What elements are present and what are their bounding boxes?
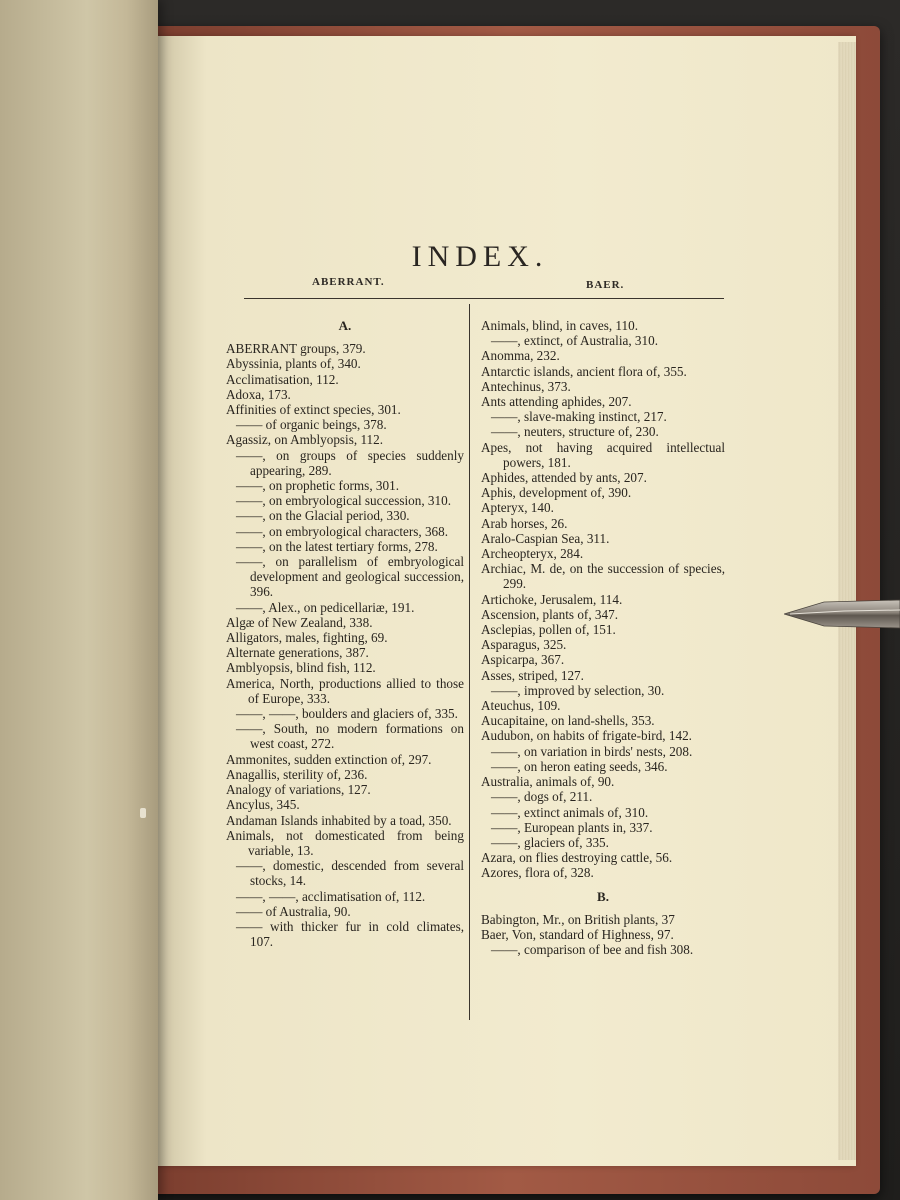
index-entry: Australia, animals of, 90.	[481, 774, 615, 790]
index-entry: Aucapitaine, on land-shells, 353.	[481, 713, 655, 729]
index-entry: Baer, Von, standard of Highness, 97.	[481, 926, 674, 942]
index-subentry: ——, extinct, of Australia, 310.	[491, 333, 659, 349]
index-entry: Aralo-Caspian Sea, 311.	[481, 530, 610, 546]
index-subentry: ——, improved by selection, 30.	[491, 682, 665, 698]
index-entry: Abyssinia, plants of, 340.	[226, 356, 361, 372]
index-subentry: ——, comparison of bee and fish 308.	[491, 942, 694, 958]
index-entry: Asparagus, 325.	[481, 637, 567, 653]
index-subentry: ——, on variation in birds' nests, 208.	[491, 743, 693, 759]
index-entry: Apteryx, 140.	[481, 500, 554, 516]
index-column-right	[481, 318, 725, 957]
index-entry: Asses, striped, 127.	[481, 667, 584, 683]
index-subentry: ——, on embryological characters, 368.	[236, 523, 449, 539]
index-subentry: ——, Alex., on pedicellariæ, 191.	[236, 599, 415, 615]
index-subentry: ——, dogs of, 211.	[491, 789, 593, 805]
index-subentry: ——, ——, acclimatisation of, 112.	[236, 888, 426, 904]
index-entry: Artichoke, Jerusalem, 114.	[481, 591, 623, 607]
index-entry: Ateuchus, 109.	[481, 698, 561, 714]
index-subentry: ——, on groups of species suddenly appearing, 289.	[236, 447, 464, 478]
bookmark-pointer	[784, 596, 900, 632]
running-head-right: BAER.	[586, 279, 625, 291]
index-subentry: ——, South, no modern formations on west coast, 272.	[236, 721, 464, 752]
index-entry: Adoxa, 173.	[226, 386, 291, 402]
binding-thread	[140, 808, 146, 818]
index-entry: Aphides, attended by ants, 207.	[481, 470, 647, 486]
index-entry: Ants attending aphides, 207.	[481, 394, 632, 410]
index-entry: Andaman Islands inhabited by a toad, 350.	[226, 812, 452, 828]
running-head-left: ABERRANT.	[312, 276, 385, 288]
index-entry: Aspicarpa, 367.	[481, 652, 565, 668]
index-entry: Anomma, 232.	[481, 348, 560, 364]
index-entry: Ancylus, 345.	[226, 797, 300, 813]
index-entry: Anagallis, sterility of, 236.	[226, 766, 368, 782]
left-page	[0, 0, 158, 1200]
index-subentry: ——, domestic, descended from several stocks, 14.	[236, 858, 464, 889]
header-rule	[244, 298, 724, 299]
index-subentry: ——, extinct animals of, 310.	[491, 804, 649, 820]
index-subentry: ——, neuters, structure of, 230.	[491, 424, 659, 440]
index-subentry: ——, European plants in, 337.	[491, 819, 653, 835]
index-entry: Analogy of variations, 127.	[226, 782, 371, 798]
index-subentry: —— of Australia, 90.	[236, 903, 351, 919]
index-subentry: ——, glaciers of, 335.	[491, 834, 609, 850]
index-subentry: —— with thicker fur in cold climates, 107.	[236, 918, 464, 950]
index-entry: Ammonites, sudden extinction of, 297.	[226, 751, 432, 767]
index-entry: Affinities of extinct species, 301.	[226, 402, 401, 418]
index-entry: Antarctic islands, ancient flora of, 355.	[481, 363, 687, 379]
index-subentry: ——, on the Glacial period, 330.	[236, 508, 410, 524]
index-entry: Audubon, on habits of frigate-bird, 142.	[481, 728, 692, 744]
index-entry: Aphis, development of, 390.	[481, 485, 632, 501]
index-entry: Alligators, males, fighting, 69.	[226, 630, 388, 646]
index-entry: Azara, on flies destroying cattle, 56.	[481, 850, 673, 866]
page-title: INDEX.	[411, 240, 549, 273]
index-entry: Ascension, plants of, 347.	[481, 606, 618, 622]
index-entry: Apes, not having acquired intellectual powers, 181.	[481, 439, 725, 470]
index-subentry: ——, slave-making instinct, 217.	[491, 409, 667, 425]
index-entry: Asclepias, pollen of, 151.	[481, 622, 616, 638]
index-subentry: ——, on parallelism of embryological development and geological succession, 396.	[236, 554, 464, 600]
column-divider	[469, 304, 470, 1020]
index-entry: Babington, Mr., on British plants, 37	[481, 911, 675, 927]
index-entry: ABERRANT groups, 379.	[226, 341, 366, 357]
index-subentry: ——, on prophetic forms, 301.	[236, 478, 399, 494]
index-subentry: ——, on embryological succession, 310.	[236, 493, 451, 509]
index-entry: Animals, blind, in caves, 110.	[481, 318, 639, 333]
index-entry: Alternate generations, 387.	[226, 645, 369, 661]
index-entry: Antechinus, 373.	[481, 378, 571, 394]
index-entry: Acclimatisation, 112.	[226, 371, 339, 387]
index-entry: Archeopteryx, 284.	[481, 546, 584, 562]
index-entry: Algæ of New Zealand, 338.	[226, 614, 373, 630]
index-column-left	[226, 318, 464, 949]
index-entry: Agassiz, on Amblyopsis, 112.	[226, 432, 384, 448]
index-entry: Archiac, M. de, on the succession of species, 299.	[481, 561, 725, 592]
section-letter: B.	[597, 888, 609, 904]
index-subentry: —— of organic beings, 378.	[236, 417, 387, 433]
index-entry: Arab horses, 26.	[481, 515, 568, 531]
index-subentry: ——, ——, boulders and glaciers of, 335.	[236, 706, 458, 722]
index-subentry: ——, on the latest tertiary forms, 278.	[236, 538, 438, 554]
index-entry: America, North, productions allied to those of Europe, 333.	[226, 675, 464, 706]
section-letter: A.	[338, 318, 352, 333]
index-entry: Animals, not domesticated from being variable, 13.	[226, 827, 464, 858]
index-subentry: ——, on heron eating seeds, 346.	[491, 758, 668, 774]
index-entry: Amblyopsis, blind fish, 112.	[226, 660, 376, 676]
index-entry: Azores, flora of, 328.	[481, 865, 594, 881]
